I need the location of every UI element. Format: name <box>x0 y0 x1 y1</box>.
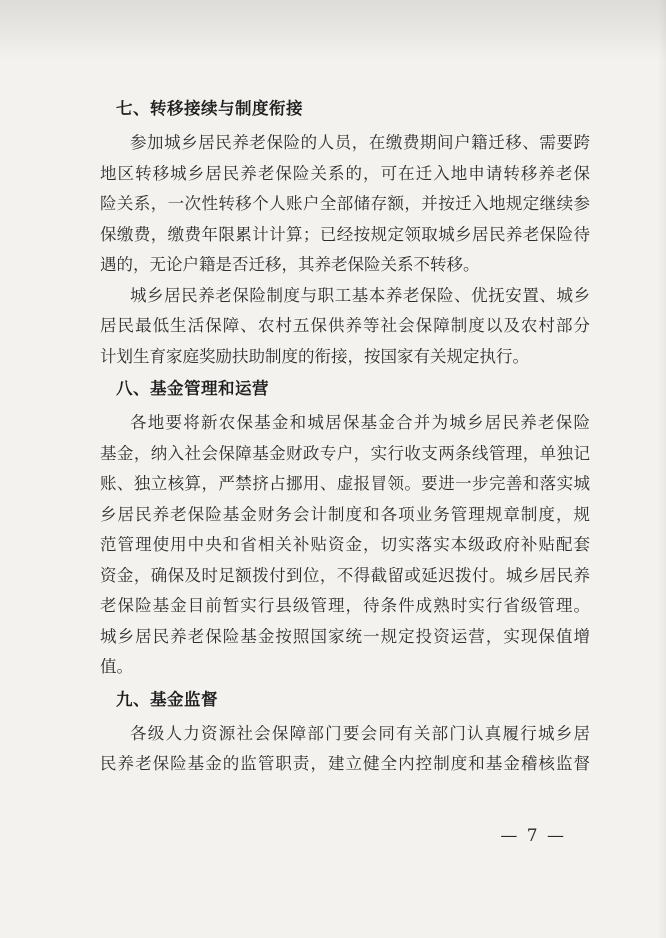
scan-edge <box>658 0 666 938</box>
text-line: 民养老保险基金的监管职责，建立健全内控制度和基金稽核监督 <box>100 754 590 773</box>
text-line: 值。 <box>100 657 133 676</box>
text-line: 险关系，一次性转移个人账户全部储存额，并按迁入地规定继续参 <box>100 194 590 213</box>
text-line: 计划生育家庭奖励扶助制度的衔接，按国家有关规定执行。 <box>100 346 529 366</box>
text-line: 基金，纳入社会保障基金财政专户，实行收支两条线管理，单独记 <box>100 443 590 463</box>
section-heading-9: 九、基金监督 <box>116 689 218 709</box>
text-line: 资金，确保及时足额拨付到位，不得截留或延迟拨付。城乡居民养 <box>100 565 590 585</box>
text-line: 乡居民养老保险基金财务会计制度和各项业务管理规章制度，规 <box>100 504 590 524</box>
section-heading-7: 七、转移接续与制度衔接 <box>116 99 303 118</box>
text-line: 居民最低生活保障、农村五保供养等社会保障制度以及农村部分 <box>100 316 590 335</box>
text-line: 保缴费，缴费年限累计计算；已经按规定领取城乡居民养老保险待 <box>100 224 590 244</box>
section-heading-8: 八、基金管理和运营 <box>116 379 269 398</box>
scan-shadow <box>0 0 666 60</box>
text-line: 遇的，无论户籍是否迁移，其养老保险关系不转移。 <box>100 255 480 274</box>
text-line: 地区转移城乡居民养老保险关系的，可在迁入地申请转移养老保 <box>100 163 590 183</box>
paragraph <box>100 719 590 780</box>
text-line: 账、独立核算，严禁挤占挪用、虚报冒领。要进一步完善和落实城 <box>100 474 590 493</box>
text-line: 城乡居民养老保险基金按照国家统一规定投资运营，实现保值增 <box>100 626 590 646</box>
text-line: 各级人力资源社会保障部门要会同有关部门认真履行城乡居 <box>130 723 590 743</box>
text-line: 老保险基金目前暂实行县级管理，待条件成熟时实行省级管理。 <box>100 596 590 615</box>
page-number: — 7 — <box>500 826 566 846</box>
document-body <box>100 92 590 780</box>
text-line: 参加城乡居民养老保险的人员，在缴费期间户籍迁移、需要跨 <box>130 133 590 152</box>
text-line: 城乡居民养老保险制度与职工基本养老保险、优抚安置、城乡 <box>130 285 590 305</box>
paragraph <box>100 128 590 281</box>
text-line: 各地要将新农保基金和城居保基金合并为城乡居民养老保险 <box>130 413 590 432</box>
paragraph <box>100 281 590 373</box>
text-line: 范管理使用中央和省相关补贴资金，切实落实本级政府补贴配套 <box>100 535 590 554</box>
paragraph <box>100 408 590 683</box>
